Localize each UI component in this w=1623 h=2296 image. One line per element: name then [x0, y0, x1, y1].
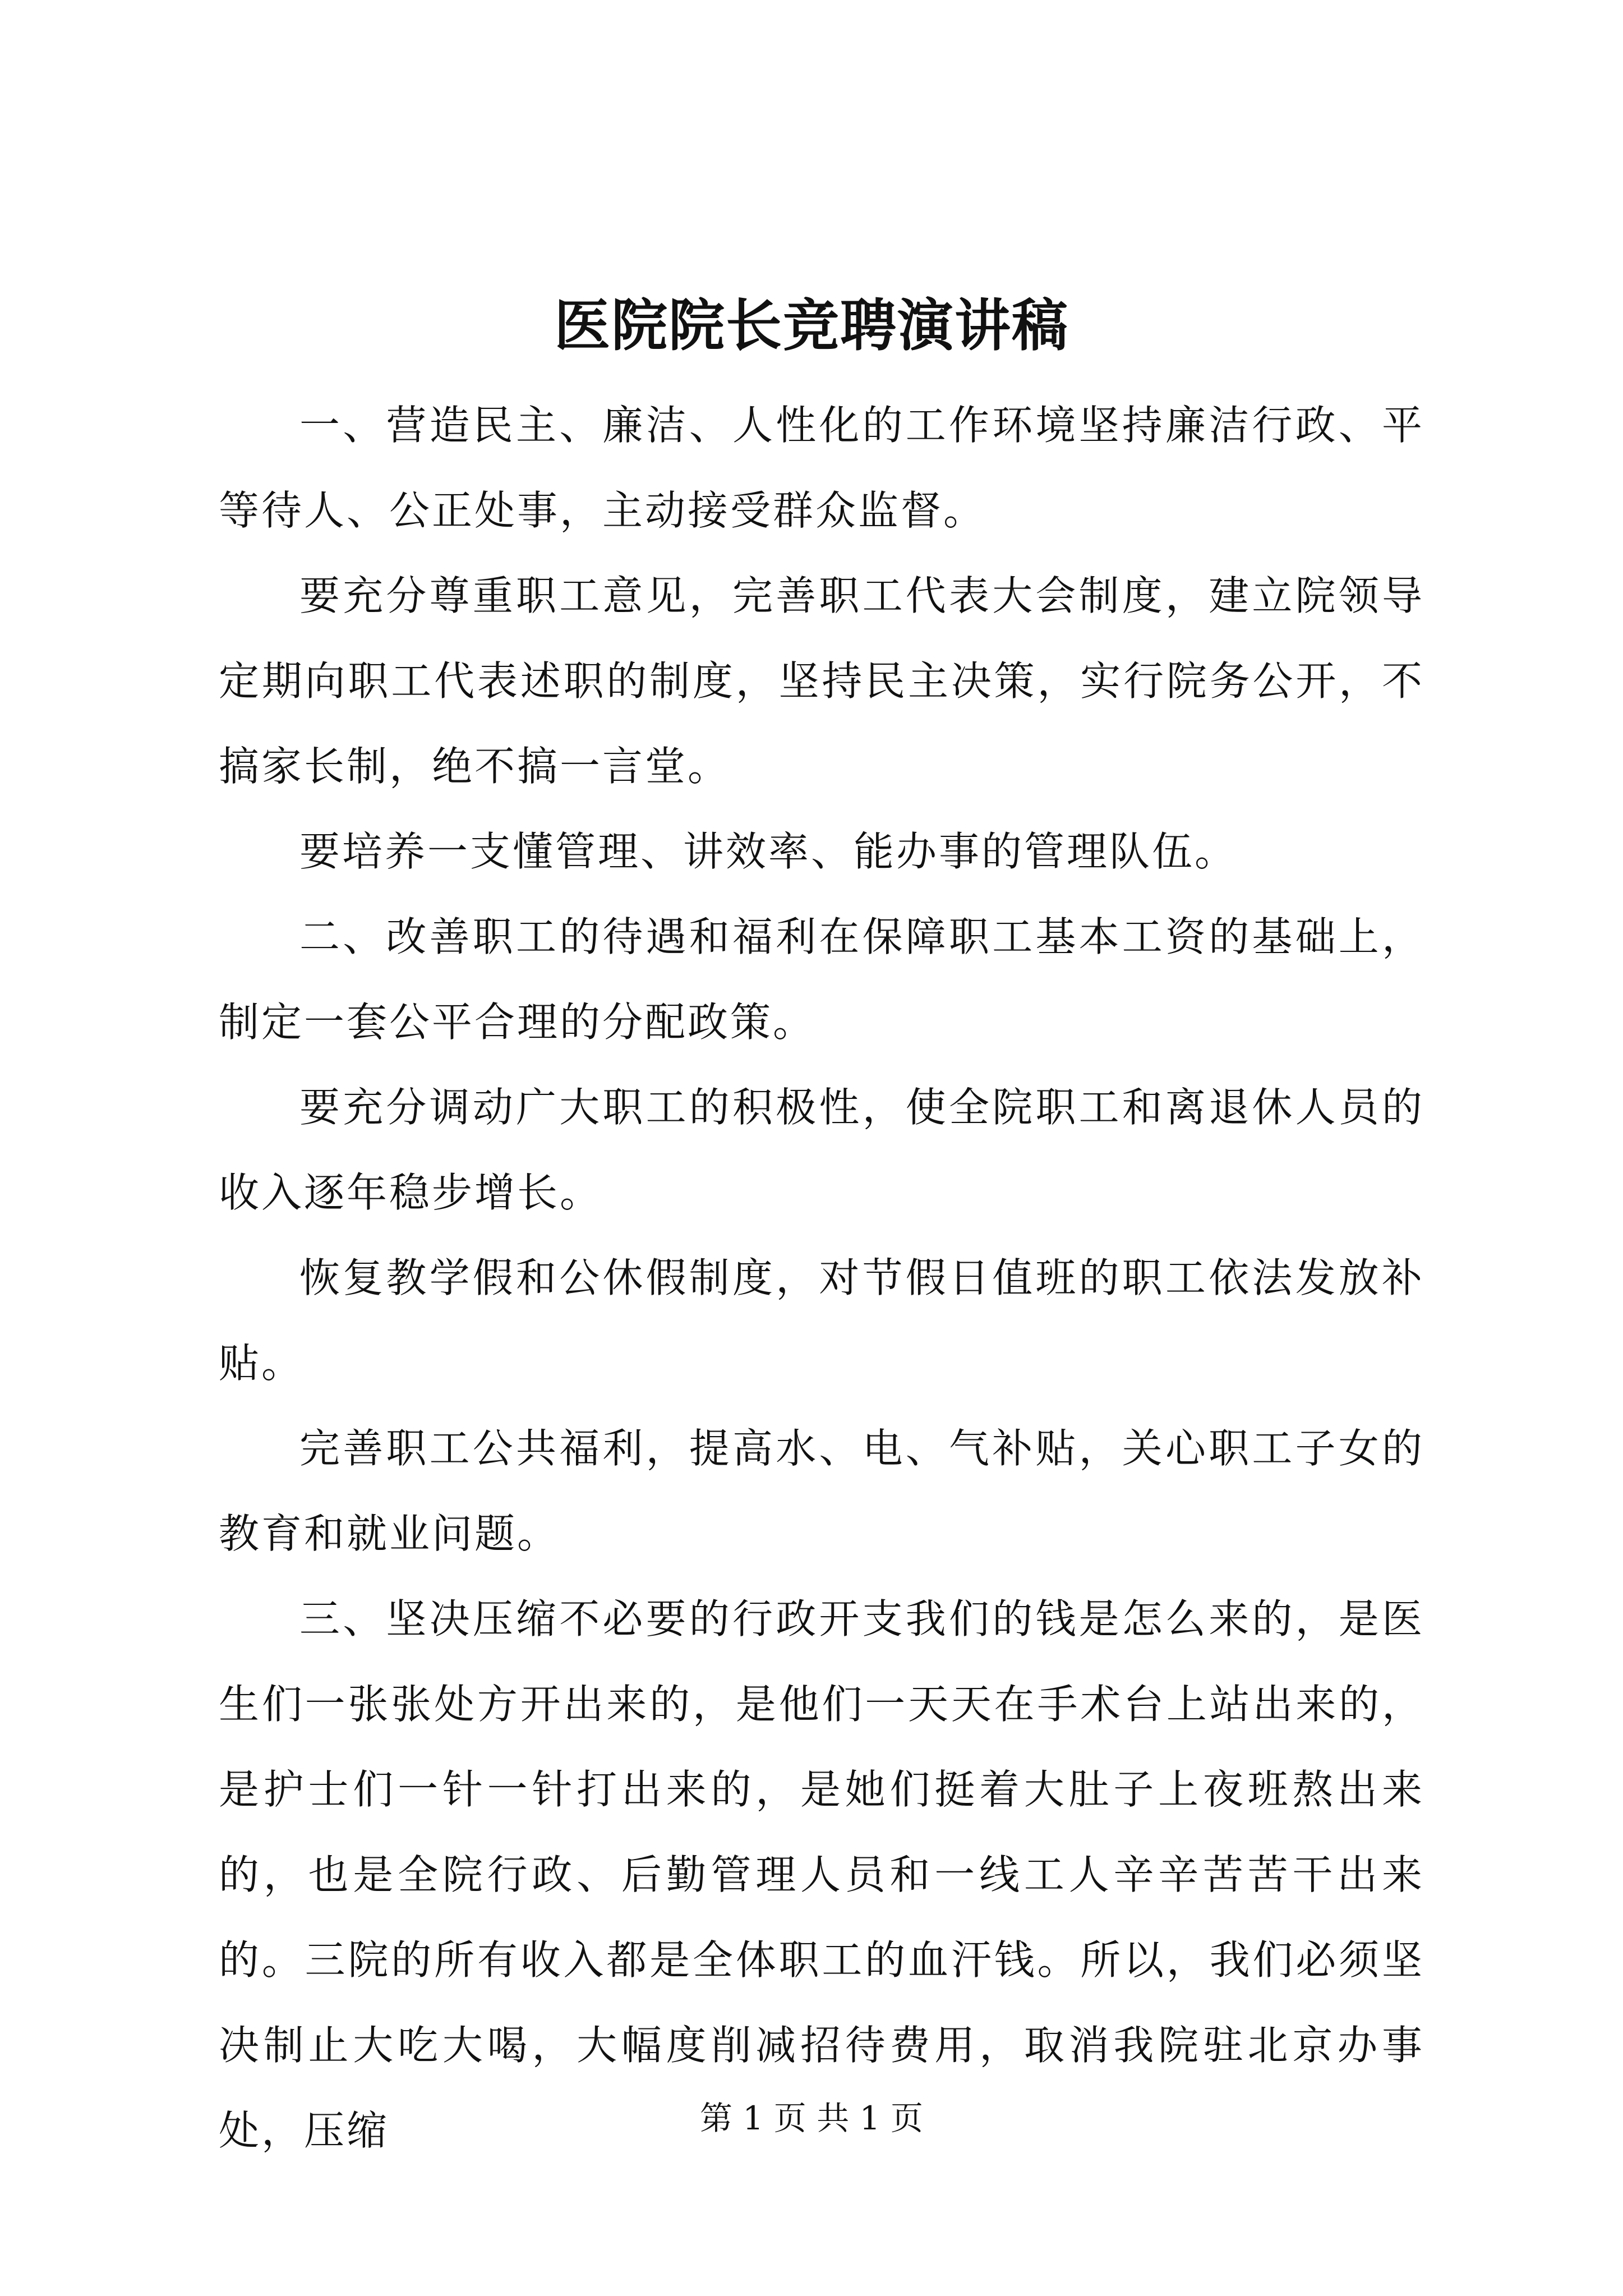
paragraph: 一、营造民主、廉洁、人性化的工作环境坚持廉洁行政、平等待人、公正处事，主动接受群众监督。: [219, 402, 1424, 534]
document-title: 医院院长竞聘演讲稿: [554, 292, 1069, 358]
document-body: [219, 383, 1424, 2173]
paragraph: 要充分调动广大职工的积极性，使全院职工和离退休人员的收入逐年稳步增长。: [219, 1084, 1424, 1216]
paragraph: 三、坚决压缩不必要的行政开支我们的钱是怎么来的，是医生们一张张处方开出来的，是他们一天天在手术台上站出来的，是护士们一针一针打出来的，是她们挺着大肚子上夜班熬出来的，也是全院行政、后勤管理人员和一线工人辛辛苦苦干出来的。三院的所有收入都是全体职工的血汗钱。所以，我们必须坚决制止大吃大喝，大幅度削减招待费用，取消我院驻北京办事处，压缩: [219, 1595, 1424, 2154]
page-footer: 第 1 页 共 1 页: [700, 2099, 923, 2137]
paragraph: 要充分尊重职工意见，完善职工代表大会制度，建立院领导定期向职工代表述职的制度，坚持民主决策，实行院务公开，不搞家长制，绝不搞一言堂。: [219, 572, 1424, 790]
paragraph: 恢复教学假和公休假制度，对节假日值班的职工依法发放补贴。: [219, 1254, 1424, 1387]
paragraph: 要培养一支懂管理、讲效率、能办事的管理队伍。: [299, 828, 1238, 875]
paragraph: 二、改善职工的待遇和福利在保障职工基本工资的基础上，制定一套公平合理的分配政策。: [219, 913, 1424, 1046]
paragraph: 完善职工公共福利，提高水、电、气补贴，关心职工子女的教育和就业问题。: [219, 1425, 1424, 1557]
